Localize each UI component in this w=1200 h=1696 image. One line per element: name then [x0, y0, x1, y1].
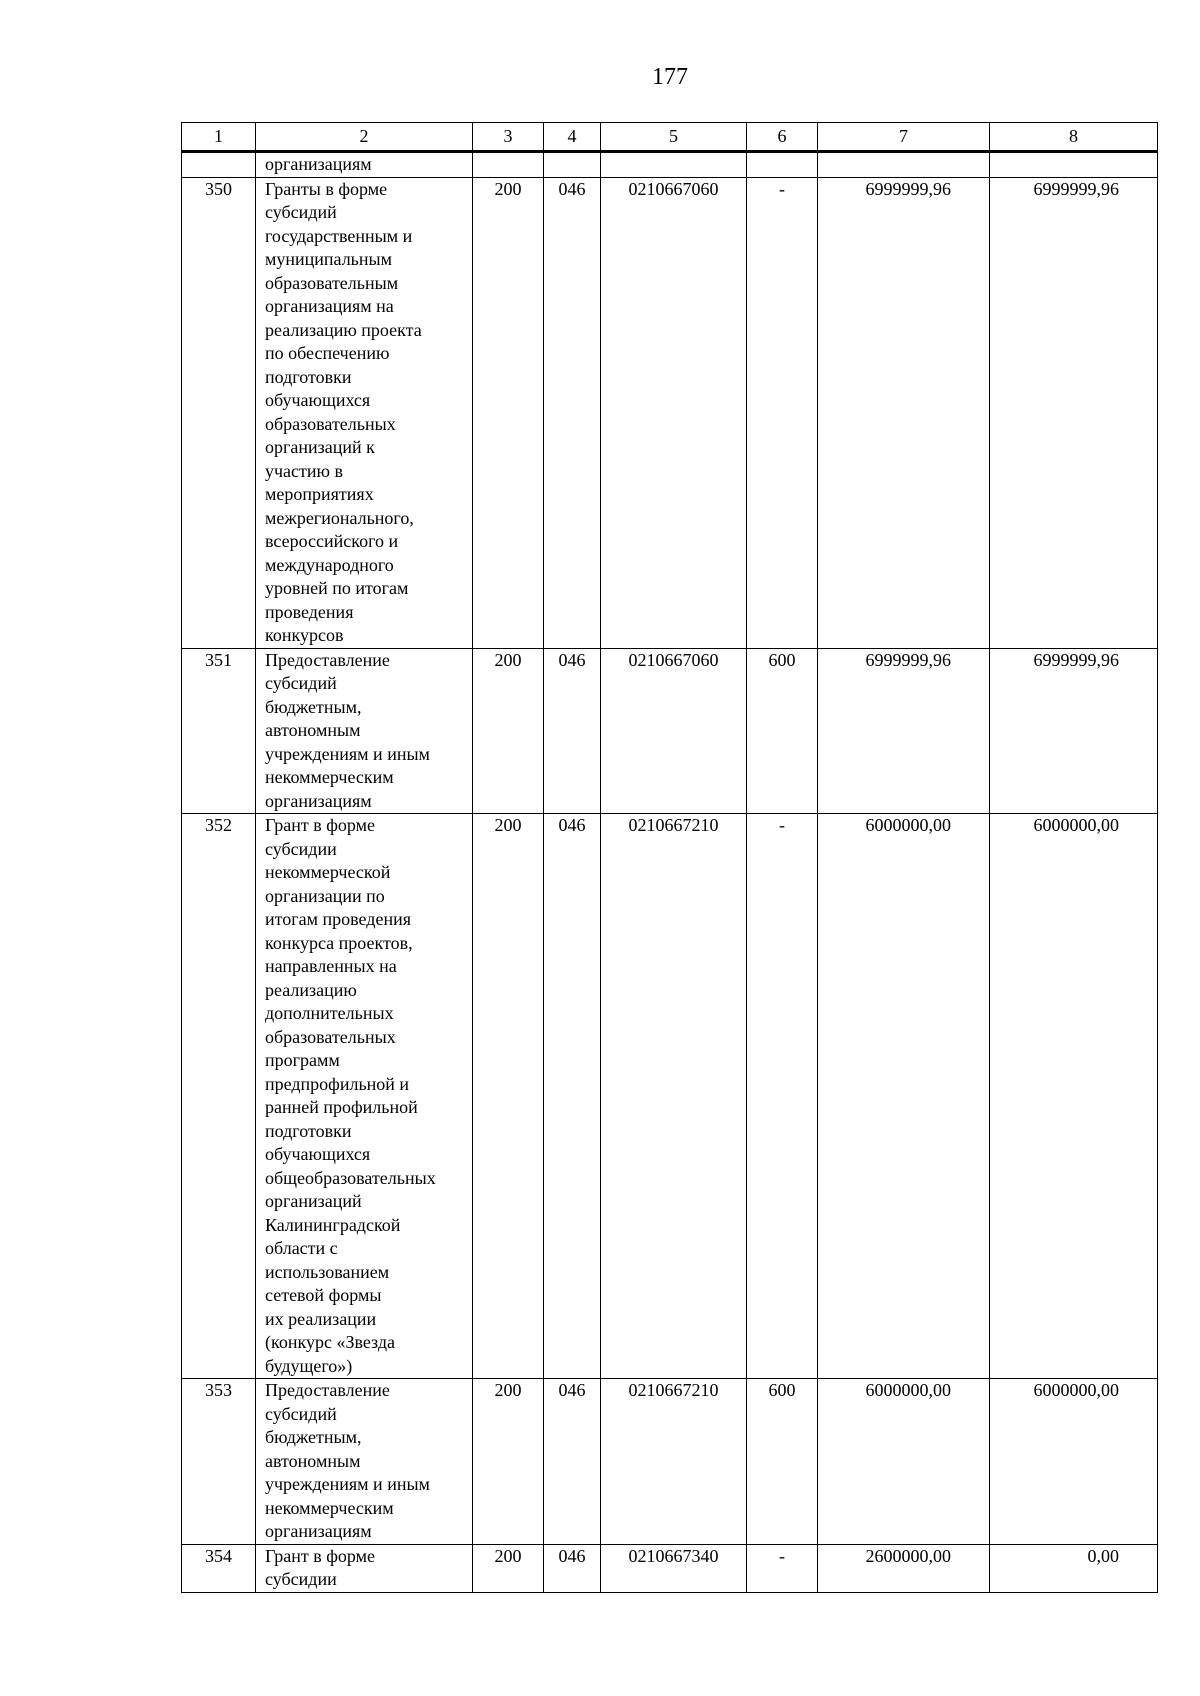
- header-col-7: 7: [818, 123, 990, 152]
- row-number: 353: [182, 1379, 256, 1545]
- page-number: 177: [652, 64, 688, 90]
- header-col-8: 8: [990, 123, 1158, 152]
- header-col-6: 6: [747, 123, 818, 152]
- row-number: 352: [182, 814, 256, 1379]
- row-col-4: 046: [544, 177, 601, 648]
- row-col-4: 046: [544, 1379, 601, 1545]
- cell-empty: [601, 152, 747, 178]
- row-col-6: 600: [747, 1379, 818, 1545]
- table-row: [182, 1379, 1158, 1545]
- row-col-8: 6000000,00: [990, 1379, 1158, 1545]
- continuation-row: [182, 152, 1158, 178]
- table-row: [182, 1544, 1158, 1592]
- row-col-5: 0210667210: [601, 1379, 747, 1545]
- row-col-4: 046: [544, 814, 601, 1379]
- table-row: [182, 648, 1158, 814]
- row-col-3: 200: [473, 648, 544, 814]
- cell-empty: [473, 152, 544, 178]
- row-col-5: 0210667340: [601, 1544, 747, 1592]
- cell-empty: [818, 152, 990, 178]
- header-col-3: 3: [473, 123, 544, 152]
- row-name: Гранты в форме субсидий государственным и муниципальным образовательным организациям на реализацию проекта по обеспечению подготовки обучающихся образовательных организаций к участию в мероприятиях межрегионального, всероссийского и международного уровней по итогам проведения конкурсов: [256, 177, 473, 648]
- row-col-6: -: [747, 1544, 818, 1592]
- row-col-5: 0210667060: [601, 177, 747, 648]
- row-col-8: 6000000,00: [990, 814, 1158, 1379]
- row-col-7: 6999999,96: [818, 177, 990, 648]
- cell-empty: [990, 152, 1158, 178]
- row-col-6: -: [747, 177, 818, 648]
- continuation-name: организациям: [256, 152, 473, 178]
- row-number: 350: [182, 177, 256, 648]
- row-name: Предоставление субсидий бюджетным, автономным учреждениям и иным некоммерческим организациям: [256, 1379, 473, 1545]
- cell-empty: [747, 152, 818, 178]
- row-number: 354: [182, 1544, 256, 1592]
- row-col-3: 200: [473, 814, 544, 1379]
- cell-empty: [544, 152, 601, 178]
- header-row: [182, 123, 1158, 152]
- row-col-8: 6999999,96: [990, 177, 1158, 648]
- budget-table: [181, 122, 1158, 1593]
- row-name: Грант в форме субсидии: [256, 1544, 473, 1592]
- row-col-5: 0210667210: [601, 814, 747, 1379]
- row-col-3: 200: [473, 1544, 544, 1592]
- row-name: Предоставление субсидий бюджетным, автономным учреждениям и иным некоммерческим организациям: [256, 648, 473, 814]
- row-col-4: 046: [544, 648, 601, 814]
- row-col-8: 0,00: [990, 1544, 1158, 1592]
- row-col-7: 6999999,96: [818, 648, 990, 814]
- table-row: [182, 814, 1158, 1379]
- header-col-5: 5: [601, 123, 747, 152]
- row-col-5: 0210667060: [601, 648, 747, 814]
- row-number: 351: [182, 648, 256, 814]
- cell-empty: [182, 152, 256, 178]
- row-col-3: 200: [473, 1379, 544, 1545]
- table-row: [182, 177, 1158, 648]
- header-col-4: 4: [544, 123, 601, 152]
- row-col-3: 200: [473, 177, 544, 648]
- row-col-4: 046: [544, 1544, 601, 1592]
- row-col-8: 6999999,96: [990, 648, 1158, 814]
- row-col-6: -: [747, 814, 818, 1379]
- row-col-6: 600: [747, 648, 818, 814]
- row-col-7: 6000000,00: [818, 814, 990, 1379]
- row-col-7: 6000000,00: [818, 1379, 990, 1545]
- header-col-1: 1: [182, 123, 256, 152]
- row-name: Грант в форме субсидии некоммерческой организации по итогам проведения конкурса проектов, направленных на реализацию дополнительных образовательных программ предпрофильной и ранней профильной подготовки обучающихся общеобразовательных организаций Калининградской области с использованием сетевой формы их реализации (конкурс «Звезда будущего»): [256, 814, 473, 1379]
- row-col-7: 2600000,00: [818, 1544, 990, 1592]
- header-col-2: 2: [256, 123, 473, 152]
